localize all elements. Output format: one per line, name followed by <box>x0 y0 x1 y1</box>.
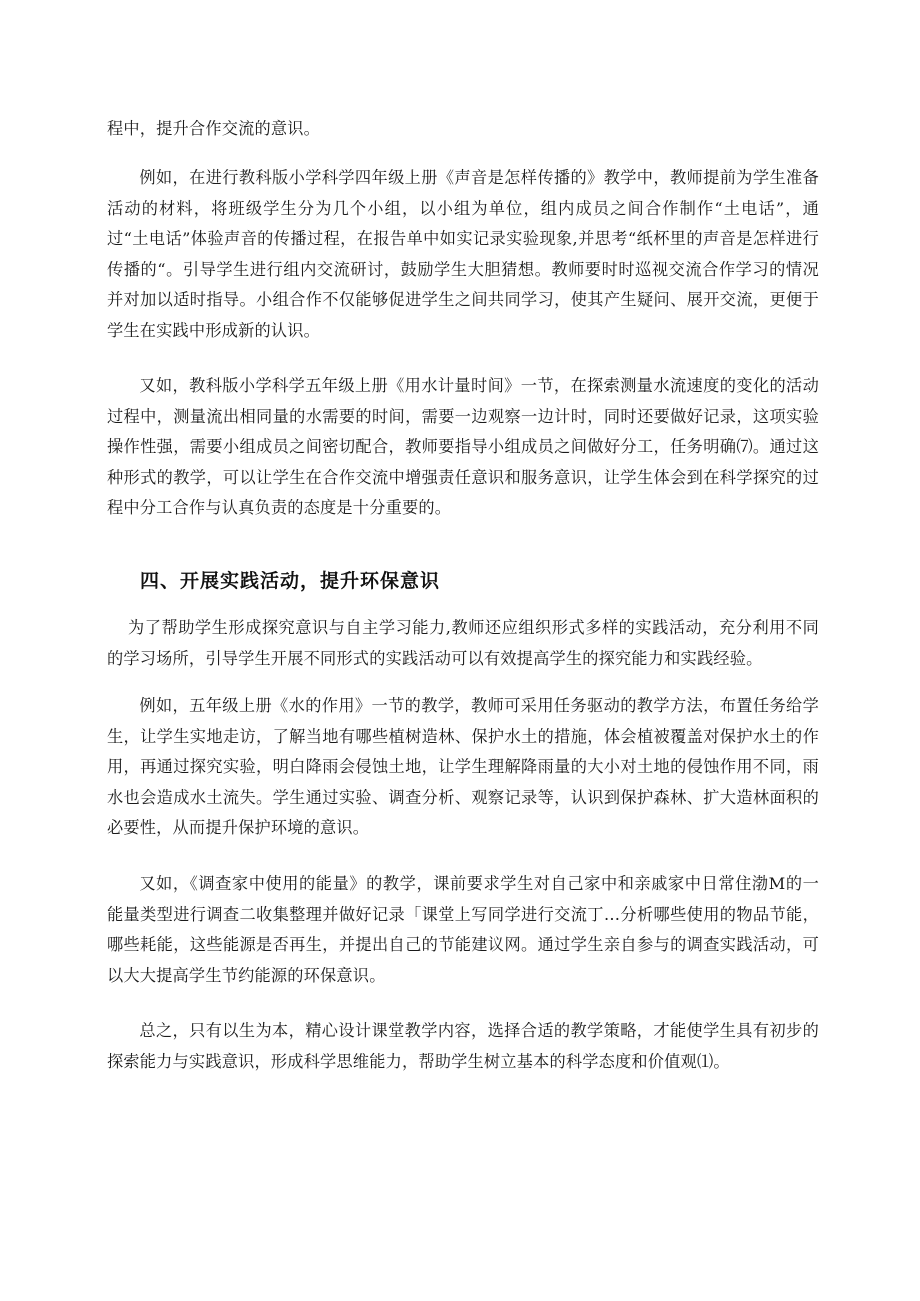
paragraph-practice-intro: 为了帮助学生形成探究意识与自主学习能力,教师还应组织形式多样的实践活动，充分利用不同的学习场所，引导学生开展不同形式的实践活动可以有效提高学生的探究能力和实践经验。 <box>107 618 819 668</box>
paragraph-example-energy: 又如，《调查家中使用的能量》的教学，课前要求学生对自己家中和亲戚家中日常住渤M的一能量类型进行调查二收集整理并做好记录「课堂上写同学进行交流丁…分析哪些使用的物品节能，哪些耗能，这些能源是否再生，并提出自己的节能建议网。通过学生亲自参与的调查实践活动，可以大大提高学生节约能源的环保意识。 <box>107 874 819 985</box>
paragraph-conclusion: 总之，只有以生为本，精心设计课堂教学内容，选择合适的教学策略，才能使学生具有初步的探索能力与实践意识，形成科学思维能力，帮助学生树立基本的科学态度和价值观⑴。 <box>107 1021 819 1071</box>
paragraph-example-water-role: 例如，五年级上册《水的作用》一节的教学，教师可采用任务驱动的教学方法，布置任务给学生，让学生实地走访，了解当地有哪些植树造林、保护水土的措施，体会植被覆盖对保护水土的作用，再通过探究实验，明白降雨会侵蚀土地，让学生理解降雨量的大小对土地的侵蚀作用不同，雨水也会造成水土流失。学生通过实验、调查分析、观察记录等，认识到保护森林、扩大造林面积的必要性，从而提升保护环境的意识。 <box>107 696 819 837</box>
paragraph-continuation: 程中，提升合作交流的意识。 <box>107 119 321 138</box>
paragraph-example-water-time: 又如，教科版小学科学五年级上册《用水计量时间》一节，在探索测量水流速度的变化的活动过程中，测量流出相同量的水需要的时间，需要一边观察一边计时，同时还要做好记录，这项实验操作性强，需要小组成员之间密切配合，教师要指导小组成员之间做好分工，任务明确⑺。通过这种形式的教学，可以让学生在合作交流中增强责任意识和服务意识，让学生体会到在科学探究的过程中分工合作与认真负责的态度是十分重要的。 <box>107 376 819 517</box>
paragraph-example-sound: 例如，在进行教科版小学科学四年级上册《声音是怎样传播的》教学中，教师提前为学生准备活动的材料，将班级学生分为几个小组，以小组为单位，组内成员之间合作制作“土电话”，通过“土电话”体验声音的传播过程，在报告单中如实记录实验现象,并思考“纸杯里的声音是怎样进行传播的“。引导学生进行组内交流研讨，鼓励学生大胆猜想。教师要时时巡视交流合作学习的情况并对加以适时指导。小组合作不仅能够促进学生之间共同学习，使其产生疑问、展开交流，更便于学生在实践中形成新的认识。 <box>107 168 819 340</box>
section-heading: 四、开展实践活动，提升环保意识 <box>140 570 441 592</box>
